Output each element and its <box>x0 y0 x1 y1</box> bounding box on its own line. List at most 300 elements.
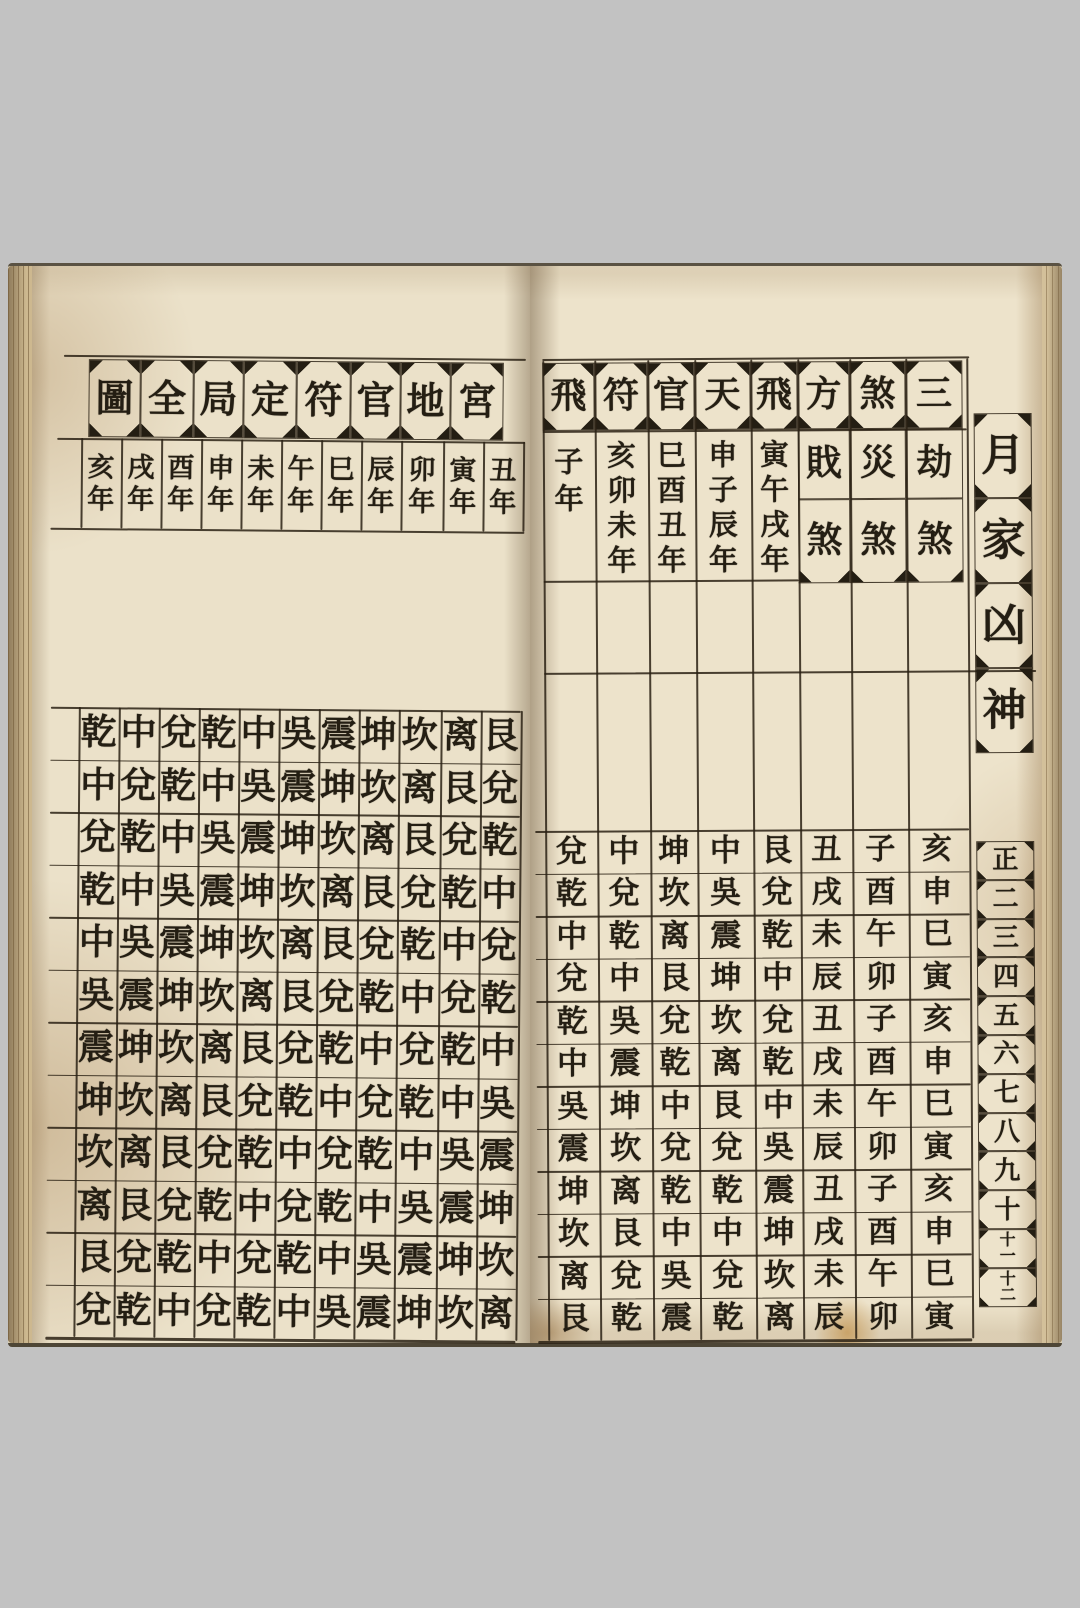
palace-cell <box>650 873 697 916</box>
glyph: 兌 <box>659 1130 692 1167</box>
month-index-cell <box>978 1113 1036 1152</box>
palace-cell <box>700 1297 756 1340</box>
palace-cell <box>599 1213 652 1256</box>
glyph: 中 <box>439 1082 476 1125</box>
glyph: 未 <box>812 1087 843 1123</box>
glyph: 坎 <box>477 1240 515 1283</box>
glyph: 中 <box>199 765 237 808</box>
glyph: 坤 <box>198 923 235 965</box>
glyph: 乾 <box>481 820 518 863</box>
glyph: 中 <box>711 1214 744 1252</box>
glyph: 丑 <box>811 832 842 868</box>
glyph: 戌 <box>811 874 842 911</box>
glyph: 年 <box>127 483 155 516</box>
glyph: 未 <box>811 917 842 953</box>
branch-cell <box>800 829 852 872</box>
page-title-char-cell <box>975 583 1034 668</box>
glyph: 坤 <box>396 1292 433 1334</box>
glyph: 巳 <box>924 1256 955 1292</box>
glyph: 坤 <box>609 1088 641 1125</box>
spirit-header-cell <box>647 362 694 430</box>
glyph: 巳 <box>327 453 355 485</box>
glyph: 坎 <box>117 1080 154 1122</box>
glyph: 巳 <box>656 438 686 473</box>
glyph: 乾 <box>235 1291 272 1333</box>
glyph: 中 <box>240 713 277 755</box>
glyph: 兌 <box>556 960 588 998</box>
branch-cell <box>909 998 966 1041</box>
glyph: 卯 <box>866 1129 898 1165</box>
branch-cell <box>909 956 966 999</box>
glyph: 震 <box>396 1240 434 1282</box>
glyph: 兌 <box>440 977 477 1020</box>
glyph: 中 <box>556 918 588 955</box>
glyph: 乾 <box>317 1029 355 1071</box>
glyph: 方 <box>805 374 842 416</box>
glyph: 中 <box>608 960 641 997</box>
spirit-header-cell <box>750 361 797 429</box>
glyph: 震 <box>355 1292 392 1334</box>
glyph: 震 <box>320 714 357 756</box>
glyph: 艮 <box>558 1300 590 1338</box>
glyph: 中 <box>357 1029 395 1072</box>
glyph: 年 <box>87 483 115 515</box>
glyph: 兌 <box>196 1133 234 1175</box>
glyph: 神 <box>982 684 1027 736</box>
branch-cell <box>910 1168 967 1211</box>
glyph: 乾 <box>155 1237 193 1280</box>
month-index-cell <box>977 957 1035 996</box>
palace-cell <box>699 1170 755 1213</box>
glyph: 未 <box>813 1257 844 1293</box>
palace-cell <box>650 830 697 873</box>
glyph: 离 <box>278 924 315 966</box>
palace-cell <box>697 830 753 873</box>
glyph: 地 <box>406 378 445 424</box>
palace-cell <box>545 873 597 916</box>
glyph: 年 <box>207 484 235 516</box>
glyph: 三 <box>992 923 1019 954</box>
right-page-ink-layer <box>5 263 1066 1353</box>
palace-cell <box>547 1086 599 1129</box>
glyph: 吳 <box>557 1088 589 1125</box>
glyph: 子 <box>866 1002 897 1038</box>
glyph: 震 <box>118 975 155 1017</box>
palace-cell <box>754 957 801 1000</box>
glyph: 午 <box>865 917 896 953</box>
glyph: 戌 <box>812 1044 843 1081</box>
triad-years-cell <box>648 428 696 588</box>
palace-cell <box>754 914 801 957</box>
glyph: 艮 <box>711 1087 743 1124</box>
glyph: 吳 <box>355 1239 393 1282</box>
glyph: 坤 <box>360 714 397 757</box>
glyph: 午 <box>867 1257 898 1293</box>
glyph: 兌 <box>318 976 355 1019</box>
branch-cell <box>854 1084 910 1127</box>
glyph: 十 <box>999 1269 1016 1289</box>
branch-cell <box>801 957 853 1000</box>
glyph: 年 <box>287 485 315 517</box>
glyph: 吳 <box>438 1135 476 1177</box>
month-index-cell <box>979 1268 1037 1307</box>
glyph: 十 <box>999 1230 1016 1250</box>
glyph: 乾 <box>200 713 237 755</box>
palace-cell <box>547 1213 599 1256</box>
glyph: 中 <box>556 1045 589 1083</box>
spirit-header-cell <box>542 363 594 431</box>
glyph: 乾 <box>556 1003 588 1040</box>
glyph: 中 <box>356 1187 393 1229</box>
glyph: 乾 <box>660 1172 692 1209</box>
glyph: 丑 <box>813 1172 844 1208</box>
glyph: 吳 <box>159 870 196 912</box>
glyph: 兌 <box>761 874 793 911</box>
glyph: 兌 <box>79 817 116 859</box>
palace-cell <box>699 1212 755 1255</box>
branch-cell <box>854 1126 910 1169</box>
glyph: 亥 <box>606 438 636 473</box>
glyph: 子 <box>865 832 896 868</box>
palace-cell <box>548 1298 600 1341</box>
glyph: 坤 <box>763 1214 795 1251</box>
glyph: 坤 <box>658 832 690 869</box>
palace-cell <box>754 999 801 1042</box>
glyph: 震 <box>438 1187 475 1230</box>
glyph: 年 <box>760 542 790 577</box>
glyph: 飛 <box>755 374 793 416</box>
glyph: 圖 <box>95 376 134 421</box>
glyph: 坎 <box>609 1130 642 1167</box>
glyph: 艮 <box>237 1028 275 1070</box>
branch-cell <box>853 956 909 999</box>
glyph: 坤 <box>279 819 316 861</box>
palace-cell <box>651 1043 698 1086</box>
glyph: 三 <box>915 373 953 415</box>
glyph: 一 <box>999 1246 1016 1266</box>
month-index-cell <box>978 1074 1036 1113</box>
branch-cell <box>855 1254 911 1297</box>
palace-cell <box>755 1084 802 1127</box>
glyph: 兌 <box>711 1129 743 1167</box>
branch-cell <box>854 1169 910 1212</box>
branch-cell <box>908 871 965 914</box>
palace-cell <box>756 1297 803 1340</box>
branch-cell <box>800 872 852 915</box>
glyph: 乾 <box>358 977 395 1019</box>
palace-cell <box>599 1128 652 1171</box>
glyph: 兌 <box>358 924 395 967</box>
sha-name-cell <box>798 429 850 499</box>
glyph: 坤 <box>117 1027 155 1069</box>
palace-cell <box>600 1255 653 1298</box>
palace-cell <box>599 1170 652 1213</box>
glyph: 寅 <box>759 437 789 472</box>
glyph: 年 <box>489 487 517 519</box>
glyph: 乾 <box>196 1185 233 1228</box>
palace-cell <box>652 1085 699 1128</box>
glyph: 乾 <box>608 918 640 955</box>
glyph: 艮 <box>156 1132 194 1175</box>
sha-name-cell <box>906 498 964 582</box>
spirit-header-cell <box>694 362 750 430</box>
palace-cell <box>651 958 698 1001</box>
glyph: 寅 <box>922 959 953 995</box>
glyph: 中 <box>317 1081 354 1124</box>
glyph: 劫 <box>916 442 953 484</box>
palace-cell <box>652 1170 699 1213</box>
glyph: 子 <box>554 444 584 479</box>
palace-cell <box>599 1085 652 1128</box>
glyph: 十 <box>994 1194 1021 1225</box>
glyph: 中 <box>119 870 156 912</box>
glyph: 亥 <box>922 1001 953 1037</box>
palace-cell <box>546 1001 598 1044</box>
glyph: 兌 <box>398 1030 436 1072</box>
triad-years-cell <box>695 428 752 588</box>
glyph: 吳 <box>78 974 115 1017</box>
glyph: 六 <box>993 1039 1020 1070</box>
palace-cell <box>651 1000 698 1043</box>
glyph: 兌 <box>235 1238 273 1280</box>
glyph: 八 <box>993 1117 1021 1148</box>
glyph: 乾 <box>398 1082 435 1124</box>
glyph: 年 <box>449 486 477 518</box>
glyph: 子 <box>708 472 738 507</box>
glyph: 艮 <box>278 976 315 1018</box>
glyph: 震 <box>279 766 317 808</box>
sha-name-cell <box>798 499 851 583</box>
palace-cell <box>755 1169 802 1212</box>
glyph: 中 <box>79 764 117 807</box>
palace-cell <box>652 1213 699 1256</box>
spirit-header-cell <box>849 361 905 429</box>
glyph: 吳 <box>609 1003 641 1040</box>
glyph: 辰 <box>708 507 738 542</box>
month-index-cell <box>977 1035 1035 1074</box>
glyph: 九 <box>994 1155 1021 1186</box>
glyph: 午 <box>759 472 790 507</box>
branch-cell <box>911 1296 968 1339</box>
glyph: 丑 <box>812 1002 843 1038</box>
branch-cell <box>911 1253 968 1296</box>
branch-cell <box>853 914 909 957</box>
glyph: 坎 <box>658 875 690 912</box>
glyph: 乾 <box>762 1044 794 1081</box>
glyph: 煞 <box>859 373 896 416</box>
glyph: 离 <box>764 1299 796 1336</box>
glyph: 寅 <box>923 1129 954 1165</box>
palace-cell <box>698 1042 754 1085</box>
palace-cell <box>699 1127 755 1170</box>
glyph: 年 <box>167 484 195 516</box>
glyph: 震 <box>763 1172 795 1209</box>
glyph: 乾 <box>159 765 197 807</box>
glyph: 乾 <box>119 817 156 859</box>
glyph: 家 <box>981 514 1026 566</box>
palace-cell <box>753 829 800 872</box>
glyph: 辰 <box>811 959 843 996</box>
glyph: 艮 <box>400 820 437 862</box>
glyph: 中 <box>159 817 196 860</box>
glyph: 坤 <box>557 1173 589 1210</box>
glyph: 中 <box>397 1135 435 1177</box>
glyph: 兌 <box>555 833 587 870</box>
branch-cell <box>910 1126 967 1169</box>
glyph: 亥 <box>87 451 115 483</box>
glyph: 辰 <box>367 454 395 486</box>
spirit-header-cell <box>594 362 647 430</box>
palace-cell <box>754 1042 801 1085</box>
palace-cell <box>598 958 651 1001</box>
glyph: 坎 <box>76 1132 114 1174</box>
glyph: 震 <box>710 917 742 954</box>
glyph: 中 <box>709 832 741 869</box>
glyph: 五 <box>993 1000 1020 1031</box>
glyph: 乾 <box>439 1030 477 1072</box>
branch-cell <box>908 828 965 871</box>
glyph: 坎 <box>710 1002 742 1039</box>
glyph: 酉 <box>656 473 687 508</box>
glyph: 艮 <box>359 872 396 914</box>
glyph: 飛 <box>550 375 587 417</box>
glyph: 二 <box>999 1285 1017 1305</box>
glyph: 巳 <box>923 1086 954 1122</box>
glyph: 离 <box>238 976 275 1018</box>
glyph: 兌 <box>156 1185 193 1227</box>
triad-years-cell <box>751 427 799 587</box>
palace-cell <box>547 1171 599 1214</box>
glyph: 乾 <box>480 978 517 1020</box>
glyph: 午 <box>287 453 315 485</box>
glyph: 兌 <box>712 1257 744 1294</box>
glyph: 吳 <box>239 766 277 808</box>
glyph: 中 <box>276 1134 314 1176</box>
glyph: 艮 <box>761 832 793 869</box>
glyph: 离 <box>319 871 356 914</box>
glyph: 坎 <box>763 1257 795 1294</box>
glyph: 中 <box>399 977 436 1019</box>
branch-cell <box>852 829 908 872</box>
rule-line <box>544 670 1036 675</box>
glyph: 艮 <box>75 1237 113 1279</box>
glyph: 官 <box>356 378 395 423</box>
spirit-header-cell <box>905 360 962 428</box>
palace-cell <box>756 1254 803 1297</box>
glyph: 离 <box>197 1028 235 1070</box>
glyph: 乾 <box>115 1290 152 1332</box>
branch-cell <box>802 1169 854 1212</box>
glyph: 全 <box>147 376 187 421</box>
branch-cell <box>803 1297 855 1340</box>
month-index-cell <box>977 919 1035 958</box>
page-title-char-cell <box>974 413 1033 498</box>
palace-cell <box>548 1256 600 1299</box>
glyph: 中 <box>155 1290 192 1332</box>
month-index-cell <box>977 996 1035 1035</box>
triad-years-cell <box>595 428 649 588</box>
branch-cell <box>802 1212 854 1255</box>
glyph: 兌 <box>610 1258 642 1295</box>
glyph: 辰 <box>812 1129 844 1166</box>
glyph: 坤 <box>478 1188 515 1230</box>
glyph: 卯 <box>606 473 637 508</box>
glyph: 局 <box>199 377 238 422</box>
glyph: 离 <box>400 767 438 809</box>
glyph: 坎 <box>437 1292 474 1335</box>
glyph: 兌 <box>357 1082 394 1124</box>
glyph: 乾 <box>275 1239 313 1281</box>
glyph: 坎 <box>359 767 397 809</box>
glyph: 二 <box>992 884 1019 915</box>
glyph: 离 <box>558 1258 590 1295</box>
glyph: 离 <box>710 1044 743 1082</box>
glyph: 艮 <box>610 1215 642 1252</box>
glyph: 震 <box>661 1300 693 1337</box>
rule-line <box>966 358 974 1338</box>
glyph: 坎 <box>319 819 356 861</box>
glyph: 乾 <box>712 1299 744 1337</box>
glyph: 申 <box>922 1044 954 1080</box>
glyph: 吳 <box>479 1083 516 1125</box>
glyph: 年 <box>708 542 739 577</box>
palace-cell <box>652 1128 699 1171</box>
glyph: 酉 <box>867 1214 898 1250</box>
palace-cell <box>547 1128 599 1171</box>
glyph: 乾 <box>555 875 588 913</box>
glyph: 离 <box>116 1132 154 1174</box>
palace-cell <box>651 915 698 958</box>
glyph: 坤 <box>158 975 195 1017</box>
glyph: 定 <box>250 377 290 422</box>
glyph: 兌 <box>762 1002 794 1039</box>
glyph: 艮 <box>441 767 479 810</box>
glyph: 吳 <box>762 1129 795 1166</box>
glyph: 申 <box>207 452 235 484</box>
glyph: 年 <box>657 543 687 578</box>
branch-cell <box>801 1042 853 1085</box>
glyph: 离 <box>442 715 479 757</box>
glyph: 兌 <box>237 1081 274 1123</box>
glyph: 兌 <box>195 1290 232 1333</box>
month-index-cell <box>976 880 1034 919</box>
glyph: 乾 <box>356 1134 394 1177</box>
branch-cell <box>853 1041 909 1084</box>
glyph: 吳 <box>118 922 155 964</box>
branch-cell <box>852 871 908 914</box>
glyph: 子 <box>867 1172 898 1208</box>
glyph: 兌 <box>115 1237 153 1279</box>
glyph: 中 <box>481 873 518 915</box>
glyph: 离 <box>658 917 690 954</box>
glyph: 中 <box>659 1087 691 1124</box>
glyph: 天 <box>704 374 741 416</box>
glyph: 年 <box>327 485 355 517</box>
glyph: 离 <box>477 1293 514 1335</box>
palace-cell <box>545 831 597 874</box>
glyph: 艮 <box>482 715 519 758</box>
branch-cell <box>854 1211 910 1254</box>
glyph: 月 <box>980 429 1026 481</box>
glyph: 中 <box>479 1030 517 1073</box>
glyph: 中 <box>78 922 115 964</box>
glyph: 乾 <box>79 869 116 912</box>
glyph: 艮 <box>116 1185 153 1227</box>
book-photo <box>8 263 1062 1347</box>
branch-cell <box>909 1041 966 1084</box>
glyph: 震 <box>557 1130 589 1168</box>
glyph: 申 <box>708 437 738 472</box>
